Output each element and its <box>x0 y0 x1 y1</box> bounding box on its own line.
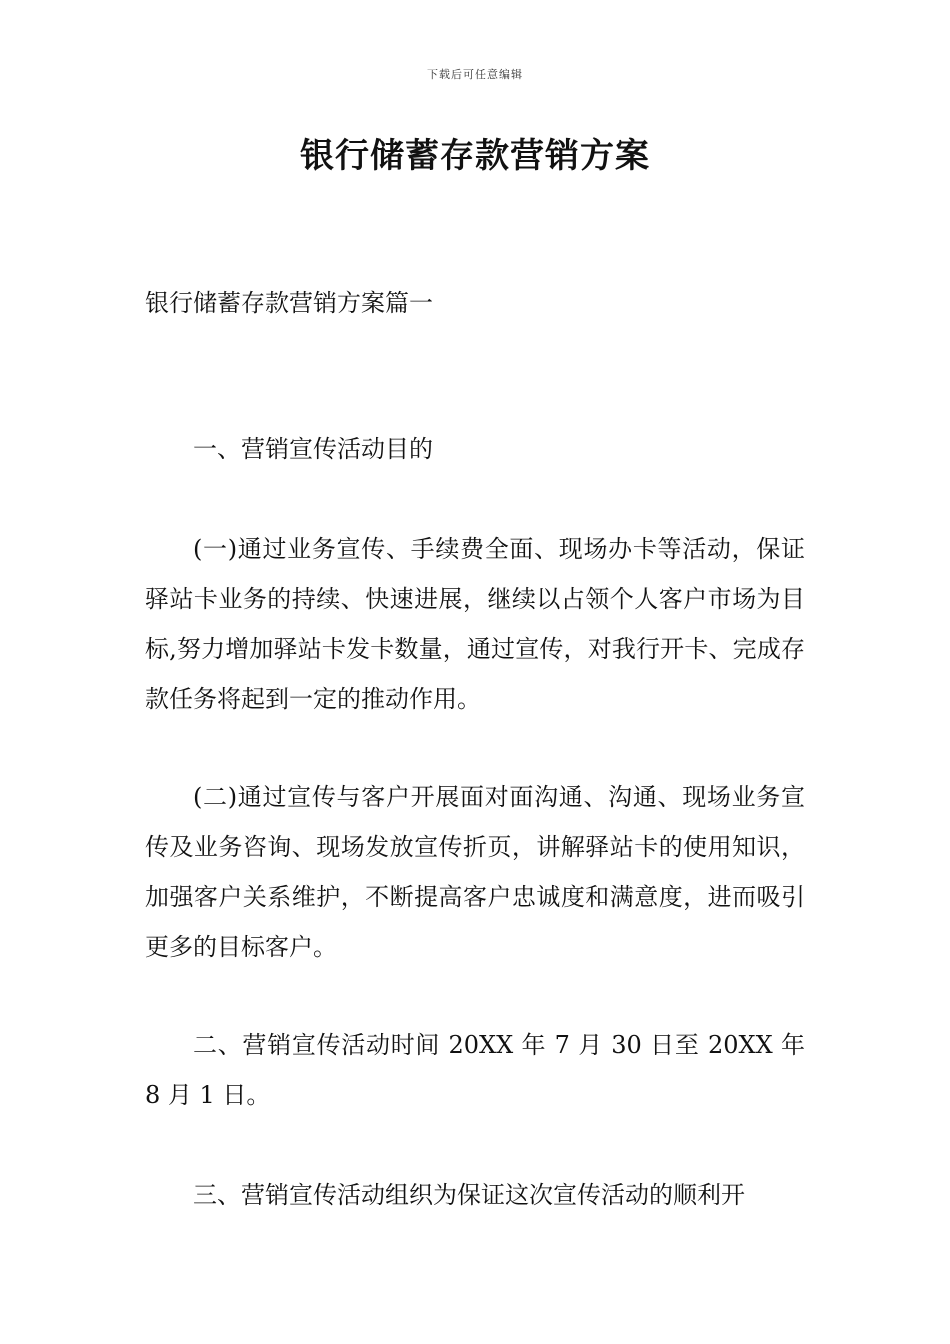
section-heading: 银行储蓄存款营销方案篇一 <box>145 289 433 317</box>
paragraph-activity-organization: 三、营销宣传活动组织为保证这次宣传活动的顺利开 <box>193 1181 745 1209</box>
paragraph-purpose-one: (一)通过业务宣传、手续费全面、现场办卡等活动，保证驿站卡业务的持续、快速进展，继续以占领个人客户市场为目标,努力增加驿站卡发卡数量，通过宣传，对我行开卡、完成存款任务将起到一定的推动作用。 <box>145 535 805 713</box>
paragraph-purpose-two: (二)通过宣传与客户开展面对面沟通、沟通、现场业务宣传及业务咨询、现场发放宣传折页，讲解驿站卡的使用知识，加强客户关系维护，不断提高客户忠诚度和满意度，进而吸引更多的目标客户。 <box>145 783 805 961</box>
document-title: 银行储蓄存款营销方案 <box>300 136 650 176</box>
paragraph-activity-time: 二、营销宣传活动时间 20XX 年 7 月 30 日至 20XX 年 8 月 1 日。 <box>145 1031 805 1109</box>
header-note: 下载后可任意编辑 <box>427 68 523 81</box>
paragraph-purpose-heading: 一、营销宣传活动目的 <box>193 435 433 463</box>
